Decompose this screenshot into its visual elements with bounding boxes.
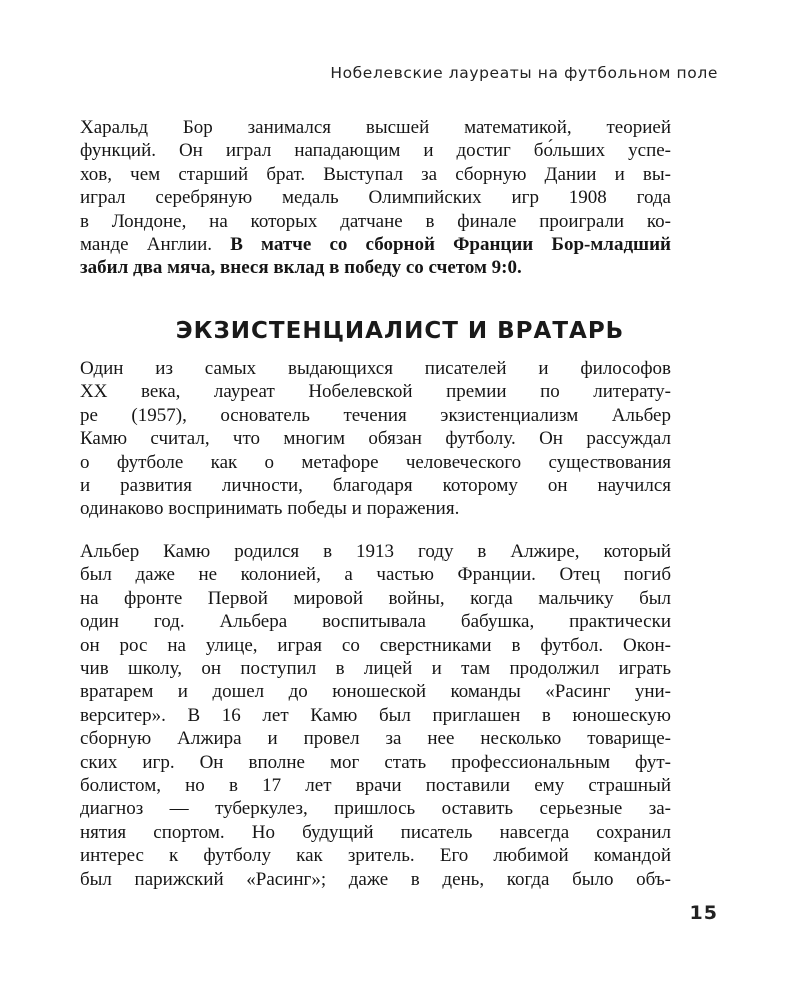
text-line: один год. Альбера воспитывала бабушка, практически: [80, 611, 671, 633]
text-line: Альбер Камю родился в 1913 году в Алжире, который: [80, 541, 671, 562]
text-line: сборную Алжира и провел за нее несколько товарище-: [80, 728, 671, 750]
text-line: на фронте Первой мировой войны, когда мальчику был: [80, 587, 671, 609]
page-number: 15: [689, 902, 718, 924]
text-line: Харальд Бор занимался высшей математикой, теорией: [80, 117, 671, 138]
text-line: вратарем и дошел до юношеской команды «Расинг уни-: [80, 681, 671, 703]
text-line: играл серебряную медаль Олимпийских игр 1908 года: [80, 187, 671, 209]
text-line: верситер». В 16 лет Камю был приглашен в юношескую: [80, 704, 671, 726]
text-line: XX века, лауреат Нобелевской премии по литерату-: [80, 381, 671, 403]
text-line: Один из самых выдающихся писателей и философов: [80, 358, 671, 379]
text-line: был даже не колонией, а частью Франции. Отец погиб: [80, 564, 671, 586]
paragraph-camus-biography: [80, 540, 671, 891]
running-head: Нобелевские лауреаты на футбольном поле: [330, 64, 718, 82]
text-line: нятия спортом. Но будущий писатель навсегда сохранил: [80, 821, 671, 843]
paragraph-camus-intro: [80, 357, 671, 521]
text-line: функций. Он играл нападающим и достиг бо́льших успе-: [80, 140, 671, 162]
text-line: ре (1957), основатель течения экзистенциализм Альбер: [80, 404, 671, 426]
text-line: чив школу, он поступил в лицей и там продолжил играть: [80, 658, 671, 680]
text-line: интерес к футболу как зритель. Его любимой командой: [80, 845, 671, 867]
text-line-mixed: [80, 233, 671, 256]
text-line-bold: забил два мяча, внеся вклад в победу со счетом 9:0.: [80, 257, 522, 279]
text-line: болистом, но в 17 лет врачи поставили ему страшный: [80, 775, 671, 797]
paragraph-harald-bohr: [80, 116, 671, 280]
text-line: о футболе как о метафоре человеческого существования: [80, 451, 671, 473]
text-line: Камю считал, что многим обязан футболу. Он рассуждал: [80, 428, 671, 450]
text-line: и развития личности, благодаря которому он научился: [80, 475, 671, 497]
text-line: ских игр. Он вполне мог стать профессиональным фут-: [80, 751, 671, 773]
text-line: он рос на улице, играя со сверстниками в футбол. Окон-: [80, 634, 671, 656]
text-line-plain-part: манде Англии.: [80, 234, 231, 256]
section-heading: ЭКЗИСТЕНЦИАЛИСТ И ВРАТАРЬ: [175, 318, 625, 344]
text-line: в Лондоне, на которых датчане в финале проиграли ко-: [80, 210, 671, 232]
text-line-bold-part: В матче со сборной Франции Бор-младший: [230, 234, 671, 256]
text-line: был парижский «Расинг»; даже в день, когда было объ-: [80, 868, 671, 890]
text-line: одинаково воспринимать победы и поражения.: [80, 498, 460, 520]
text-line: диагноз — туберкулез, пришлось оставить серьезные за-: [80, 798, 671, 820]
text-line: хов, чем старший брат. Выступал за сборную Дании и вы-: [80, 163, 671, 185]
